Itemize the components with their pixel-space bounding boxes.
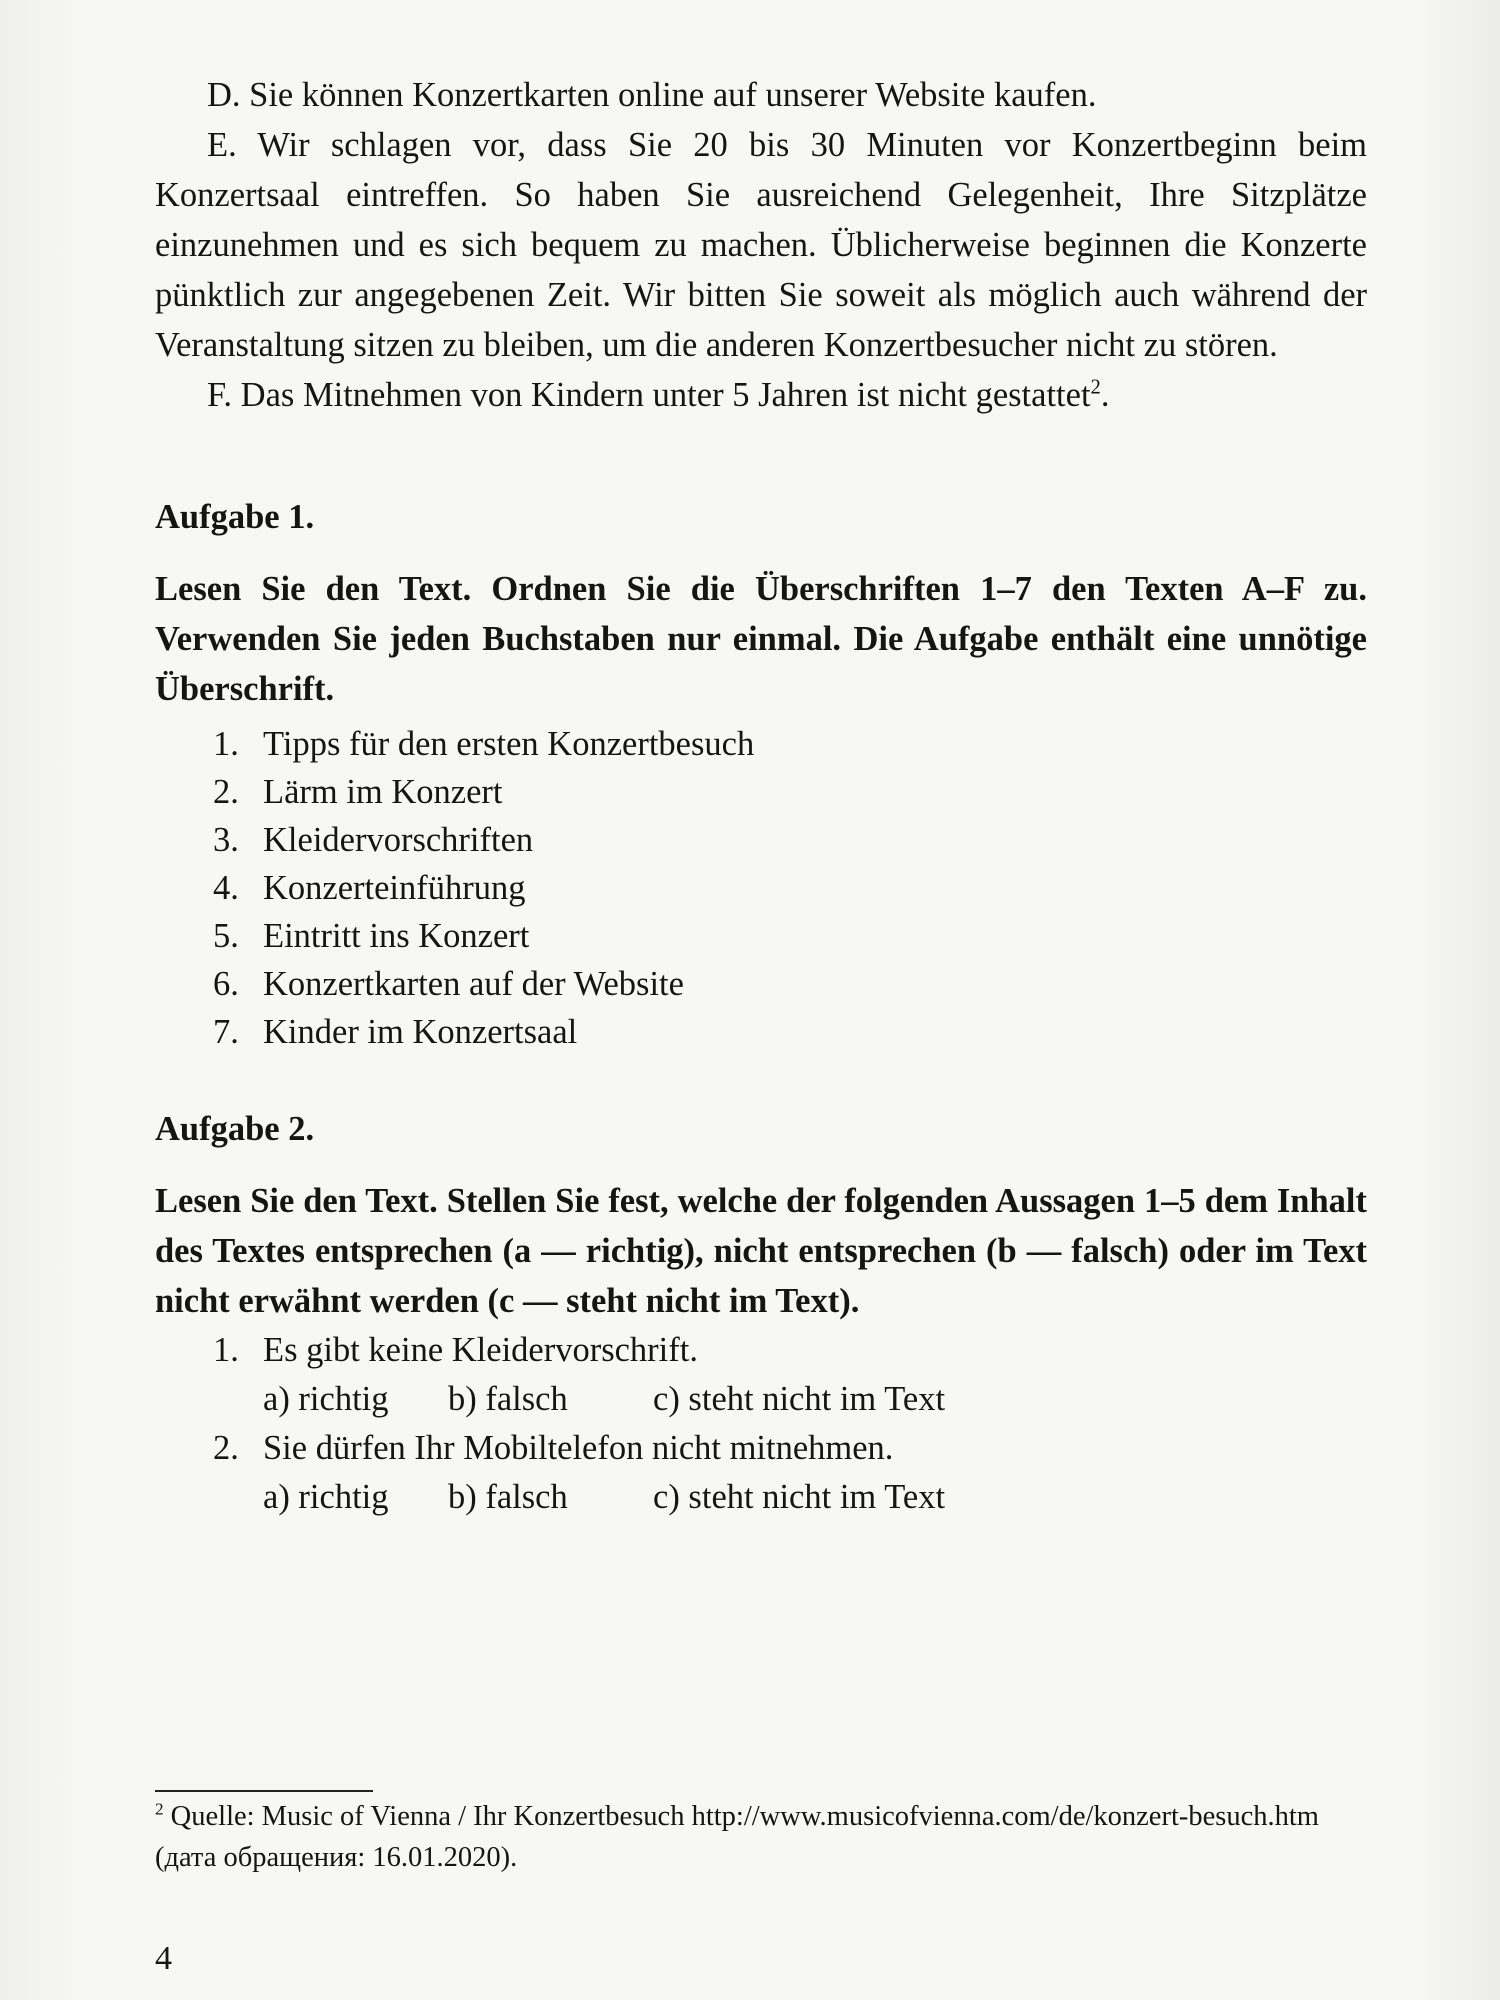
footnote-text: Quelle: Music of Vienna / Ihr Konzertbesuch http://www.musicofvienna.com/de/konzert-besuch.htm (дата обращения: 16.01.2020).: [155, 1801, 1319, 1873]
option-a: a) richtig: [263, 1380, 389, 1418]
question-text: Sie dürfen Ihr Mobiltelefon nicht mitnehmen.: [263, 1429, 894, 1467]
paragraph-f-end: .: [1100, 376, 1110, 414]
question-number: 1.: [213, 1331, 239, 1369]
list-item: [213, 912, 1367, 960]
task2-question: [155, 1424, 1367, 1522]
task2-instruction: Lesen Sie den Text. Stellen Sie fest, welche der folgenden Aussagen 1–5 dem Inhalt des Textes entsprechen (a — richtig), nicht entsprechen (b — falsch) oder im Text nicht erwähnt werden (c — steht nicht im Text).: [155, 1182, 1367, 1320]
option-c: c) steht nicht im Text: [653, 1478, 946, 1516]
list-item-text: Eintritt ins Konzert: [263, 917, 530, 955]
option-b: b) falsch: [448, 1478, 568, 1516]
list-item-number: 7.: [213, 1013, 239, 1051]
main-text: [155, 70, 1367, 1522]
list-item-number: 4.: [213, 869, 239, 907]
list-item: [213, 768, 1367, 816]
list-item-text: Konzertkarten auf der Website: [263, 965, 684, 1003]
list-item-number: 2.: [213, 773, 239, 811]
list-item-text: Lärm im Konzert: [263, 773, 503, 811]
paragraph-f-text: F. Das Mitnehmen von Kindern unter 5 Jahren ist nicht gestattet: [207, 376, 1091, 414]
list-item-number: 3.: [213, 821, 239, 859]
task2-title: Aufgabe 2.: [155, 1110, 315, 1148]
page-number: 4: [155, 1940, 172, 1977]
option-a: a) richtig: [263, 1478, 389, 1516]
option-c: c) steht nicht im Text: [653, 1380, 946, 1418]
option-b: b) falsch: [448, 1380, 568, 1418]
task1-heading-list: [155, 720, 1367, 1056]
paragraph-e: E. Wir schlagen vor, dass Sie 20 bis 30 Minuten vor Konzertbeginn beim Konzertsaal eintreffen. So haben Sie ausreichend Gelegenheit, Ihre Sitzplätze einzunehmen und es sich bequem zu machen. Üblicherweise beginnen die Konzerte pünktlich zur angegebenen Zeit. Wir bitten Sie soweit als möglich auch während der Veranstaltung sitzen zu bleiben, um die anderen Konzertbesucher nicht zu stören.: [155, 126, 1367, 364]
footnote-marker: 2: [1090, 376, 1101, 399]
question-number: 2.: [213, 1429, 239, 1467]
question-options: [155, 1375, 1367, 1424]
list-item-number: 5.: [213, 917, 239, 955]
list-item-number: 1.: [213, 725, 239, 763]
list-item-text: Kleidervorschriften: [263, 821, 534, 859]
paragraph-d: D. Sie können Konzertkarten online auf unserer Website kaufen.: [207, 76, 1097, 114]
footnote: [155, 1796, 1375, 1878]
task1-title: Aufgabe 1.: [155, 498, 315, 536]
list-item-text: Tipps für den ersten Konzertbesuch: [263, 725, 755, 763]
question-text: Es gibt keine Kleidervorschrift.: [263, 1331, 698, 1369]
question-options: [155, 1473, 1367, 1522]
list-item-number: 6.: [213, 965, 239, 1003]
question-statement: [155, 1424, 1367, 1473]
list-item: [213, 1008, 1367, 1056]
paragraph-f: [155, 370, 1367, 420]
list-item: [213, 720, 1367, 768]
list-item-text: Kinder im Konzertsaal: [263, 1013, 578, 1051]
list-item-text: Konzerteinführung: [263, 869, 526, 907]
list-item: [213, 960, 1367, 1008]
task2-question: [155, 1326, 1367, 1424]
footnote-number: 2: [155, 1799, 164, 1819]
list-item: [213, 816, 1367, 864]
list-item: [213, 864, 1367, 912]
footnote-divider: [155, 1790, 373, 1792]
question-statement: [155, 1326, 1367, 1375]
task1-instruction: Lesen Sie den Text. Ordnen Sie die Überschriften 1–7 den Texten A–F zu. Verwenden Sie jeden Buchstaben nur einmal. Die Aufgabe enthält eine unnötige Überschrift.: [155, 570, 1367, 708]
